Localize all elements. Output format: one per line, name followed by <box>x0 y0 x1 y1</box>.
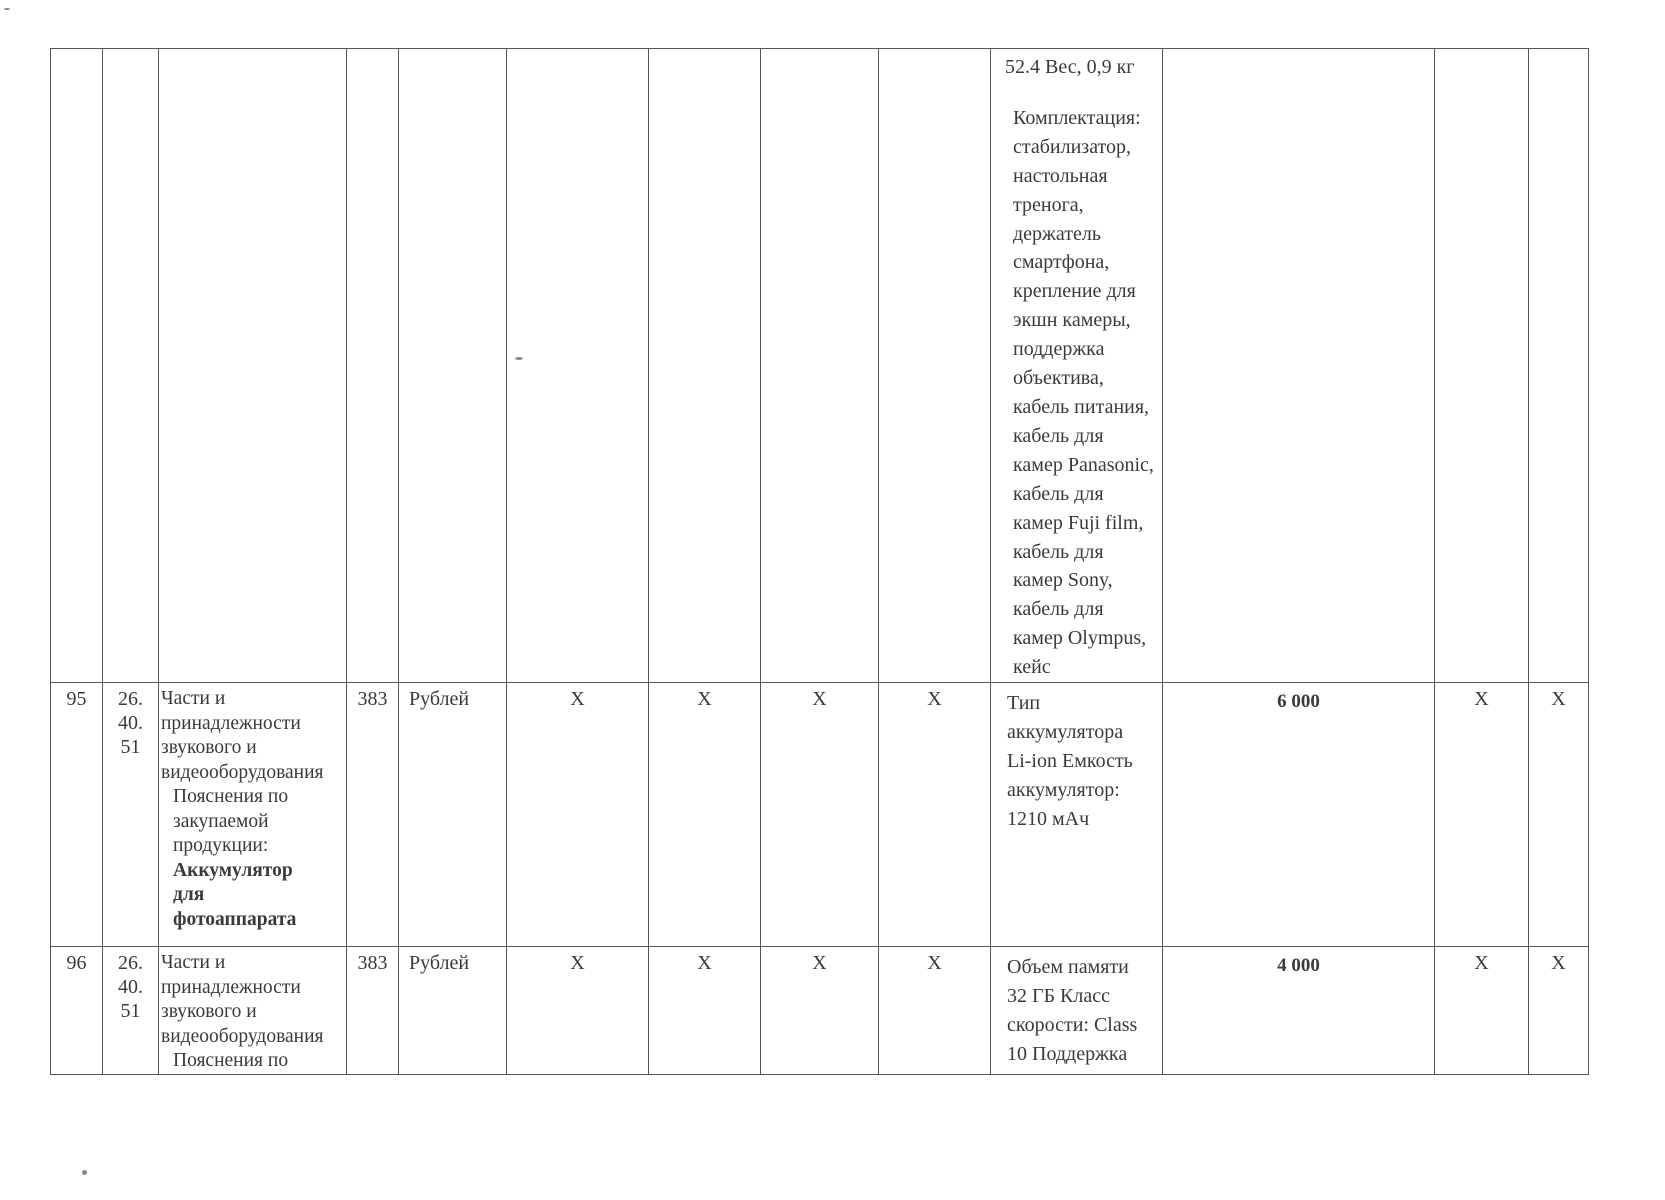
note-line: закупаемой <box>173 810 269 832</box>
code-part: 40. <box>118 976 143 999</box>
scan-speck <box>82 1170 87 1175</box>
code-part: 26. <box>118 952 143 975</box>
cell-x4: X <box>879 683 991 947</box>
char-item: крепление для <box>1013 280 1136 303</box>
char-item: держатель <box>1013 222 1101 245</box>
char-line: аккумулятор: <box>1007 779 1120 802</box>
char-line: Li-ion Емкость <box>1007 750 1133 773</box>
char-item: поддержка <box>1013 338 1105 361</box>
product-line: фотоаппарата <box>173 908 297 930</box>
cell-x4: X <box>879 947 991 1075</box>
cell-code <box>103 947 159 1075</box>
char-item: камер Panasonic, <box>1013 453 1154 476</box>
cell-name <box>159 49 347 683</box>
char-line: 10 Поддержка <box>1007 1043 1128 1066</box>
char-item: тренога, <box>1013 193 1084 216</box>
note-line: Пояснения по <box>173 1050 289 1072</box>
char-line: 32 ГБ Класс <box>1007 985 1110 1008</box>
cell-x6: X <box>1529 947 1589 1075</box>
cell-x6 <box>1529 49 1589 683</box>
char-item: кабель для <box>1013 598 1104 621</box>
note-line: Пояснения по <box>173 786 289 808</box>
char-item: кабель питания, <box>1013 395 1150 418</box>
cell-x2: X <box>649 683 761 947</box>
scan-speck <box>515 357 523 360</box>
cell-code <box>103 49 159 683</box>
cell-okei: 383 <box>347 947 399 1075</box>
cell-x1 <box>507 49 649 683</box>
cell-num <box>51 49 103 683</box>
cell-name <box>159 947 347 1075</box>
cell-code <box>103 683 159 947</box>
table-row <box>51 947 1589 1075</box>
code-part: 51 <box>120 736 141 759</box>
cell-amount <box>1163 49 1435 683</box>
table-row <box>51 683 1589 947</box>
name-line: Части и <box>161 688 226 710</box>
name-line: звукового и <box>161 737 257 759</box>
char-line: 1210 мАч <box>1007 808 1090 831</box>
cell-x3 <box>761 49 879 683</box>
table-row-continuation <box>51 49 1589 683</box>
char-list <box>1005 133 1162 682</box>
cell-amount: 6 000 <box>1163 683 1435 947</box>
char-item: камер Olympus, <box>1013 627 1147 650</box>
name-line: принадлежности <box>161 976 301 998</box>
cell-x6: X <box>1529 683 1589 947</box>
product-line: для <box>173 884 205 906</box>
char-line: аккумулятора <box>1007 721 1124 744</box>
cell-okei <box>347 49 399 683</box>
scan-speck <box>4 8 10 10</box>
cell-okei: 383 <box>347 683 399 947</box>
code-part: 26. <box>118 688 143 711</box>
cell-num: 95 <box>51 683 103 947</box>
cell-x4 <box>879 49 991 683</box>
cell-x3: X <box>761 683 879 947</box>
char-item: камер Fuji film, <box>1013 511 1144 534</box>
name-line: принадлежности <box>161 712 301 734</box>
char-line: Объем памяти <box>1007 956 1129 979</box>
cell-x5: X <box>1435 947 1529 1075</box>
cell-x1: X <box>507 947 649 1075</box>
cell-characteristics <box>991 683 1163 947</box>
procurement-table <box>50 48 1589 1075</box>
cell-x1: X <box>507 683 649 947</box>
cell-x5: X <box>1435 683 1529 947</box>
cell-num: 96 <box>51 947 103 1075</box>
char-item: настольная <box>1013 164 1108 187</box>
char-item: кабель для <box>1013 424 1104 447</box>
char-item: камер Sony, <box>1013 569 1113 592</box>
char-line: скорости: Class <box>1007 1014 1138 1037</box>
code-part: 51 <box>120 1000 141 1023</box>
char-item: стабилизатор, <box>1013 135 1132 158</box>
product-line: Аккумулятор <box>173 859 293 881</box>
cell-x2: X <box>649 947 761 1075</box>
char-item: кабель для <box>1013 540 1104 563</box>
cell-x3: X <box>761 947 879 1075</box>
char-item: кейс <box>1013 656 1051 679</box>
name-line: видеооборудования <box>161 1025 324 1047</box>
cell-unit <box>399 49 507 683</box>
char-item: экшн камеры, <box>1013 309 1131 332</box>
char-line: Тип <box>1007 692 1041 715</box>
name-line: видеооборудования <box>161 761 324 783</box>
char-item: смартфона, <box>1013 251 1110 274</box>
cell-characteristics <box>991 49 1163 683</box>
char-label: Комплектация: <box>1013 106 1141 129</box>
cell-amount: 4 000 <box>1163 947 1435 1075</box>
cell-characteristics <box>991 947 1163 1075</box>
cell-unit: Рублей <box>399 683 507 947</box>
cell-x5 <box>1435 49 1529 683</box>
cell-unit: Рублей <box>399 947 507 1075</box>
char-item: объектива, <box>1013 367 1104 390</box>
char-first-line: 52.4 Вес, 0,9 кг <box>1005 56 1135 78</box>
cell-x2 <box>649 49 761 683</box>
code-part: 40. <box>118 712 143 735</box>
name-line: звукового и <box>161 1001 257 1023</box>
cell-name <box>159 683 347 947</box>
note-line: продукции: <box>173 835 269 857</box>
name-line: Части и <box>161 952 226 974</box>
char-item: кабель для <box>1013 482 1104 505</box>
